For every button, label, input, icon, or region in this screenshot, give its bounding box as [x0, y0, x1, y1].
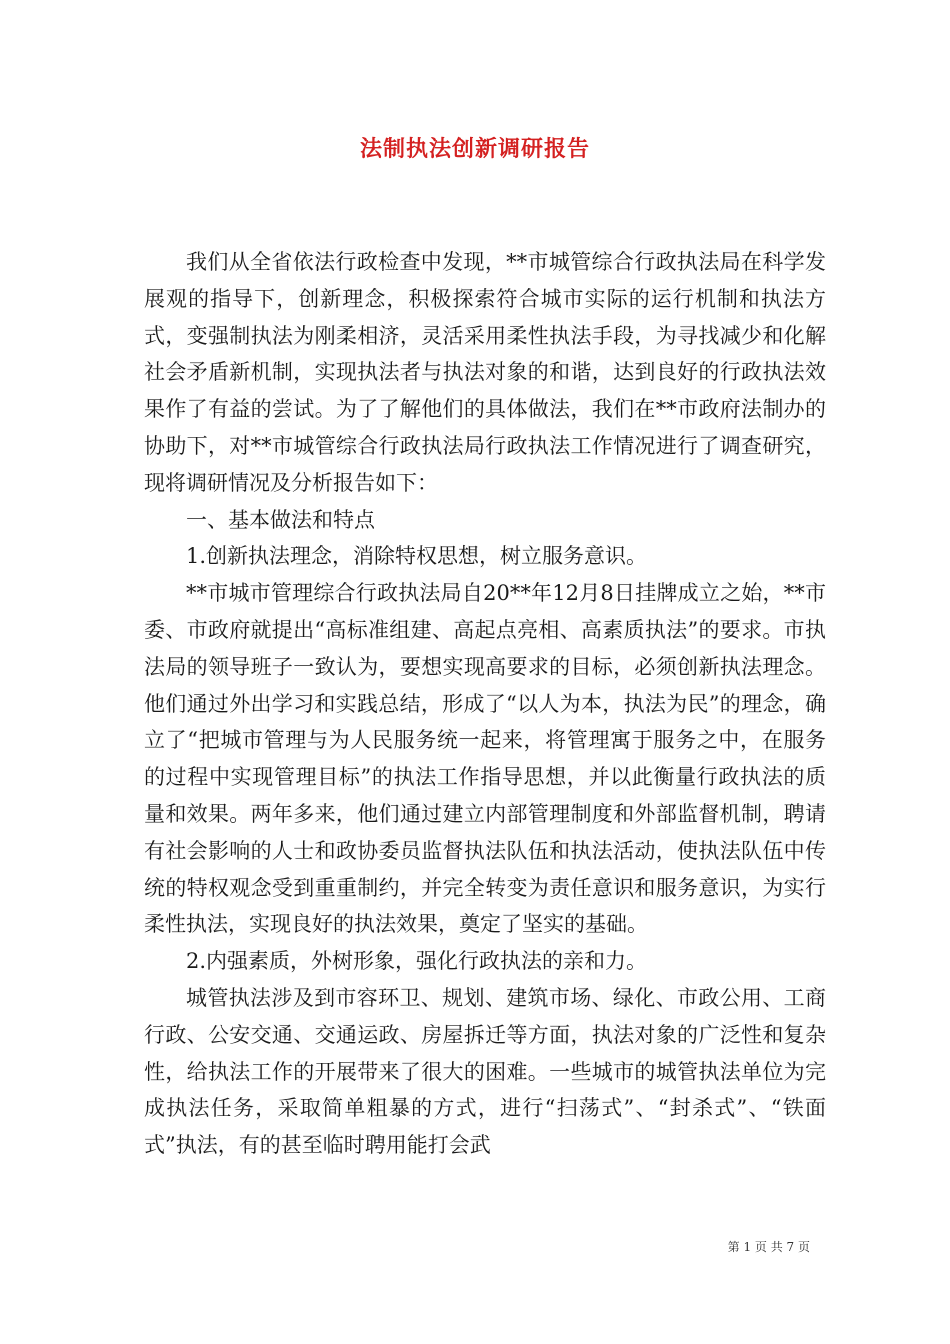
- page-number-footer: 第 1 页 共 7 页: [727, 1240, 810, 1254]
- document-body: [144, 244, 826, 1164]
- intro-paragraph: 我们从全省依法行政检查中发现，**市城管综合行政执法局在科学发展观的指导下，创新理念，积极探索符合城市实际的运行机制和执法方式，变强制执法为刚柔相济，灵活采用柔性执法手段，为寻找减少和化解社会矛盾新机制，实现执法者与执法对象的和谐，达到良好的行政执法效果作了有益的尝试。为了了解他们的具体做法，我们在**市政府法制办的协助下，对**市城管综合行政执法局行政执法工作情况进行了调查研究，现将调研情况及分析报告如下：: [144, 250, 826, 495]
- document-title: 法制执法创新调研报告: [359, 136, 590, 162]
- subsection-heading-2: 2.内强素质，外树形象，强化行政执法的亲和力。: [186, 949, 648, 974]
- subsection-heading-1: 1.创新执法理念，消除特权思想，树立服务意识。: [186, 544, 648, 569]
- paragraph-2: **市城市管理综合行政执法局自20**年12月8日挂牌成立之始，**市委、市政府就提出“高标准组建、高起点亮相、高素质执法”的要求。市执法局的领导班子一致认为，要想实现高要求的目标，必须创新执法理念。他们通过外出学习和实践总结，形成了“以人为本，执法为民”的理念，确立了“把城市管理与为人民服务统一起来，将管理寓于服务之中，在服务的过程中实现管理目标”的执法工作指导思想，并以此衡量行政执法的质量和效果。两年多来，他们通过建立内部管理制度和外部监督机制，聘请有社会影响的人士和政协委员监督执法队伍和执法活动，使执法队伍中传统的特权观念受到重重制约，并完全转变为责任意识和服务意识，为实行柔性执法，实现良好的执法效果，奠定了坚实的基础。: [144, 581, 826, 937]
- section-heading-1: 一、基本做法和特点: [186, 507, 375, 532]
- paragraph-3: 城管执法涉及到市容环卫、规划、建筑市场、绿化、市政公用、工商行政、公安交通、交通运政、房屋拆迁等方面，执法对象的广泛性和复杂性，给执法工作的开展带来了很大的困难。一些城市的城管执法单位为完成执法任务，采取简单粗暴的方式，进行“扫荡式”、“封杀式”、“铁面式”执法，有的甚至临时聘用能打会武: [144, 985, 826, 1158]
